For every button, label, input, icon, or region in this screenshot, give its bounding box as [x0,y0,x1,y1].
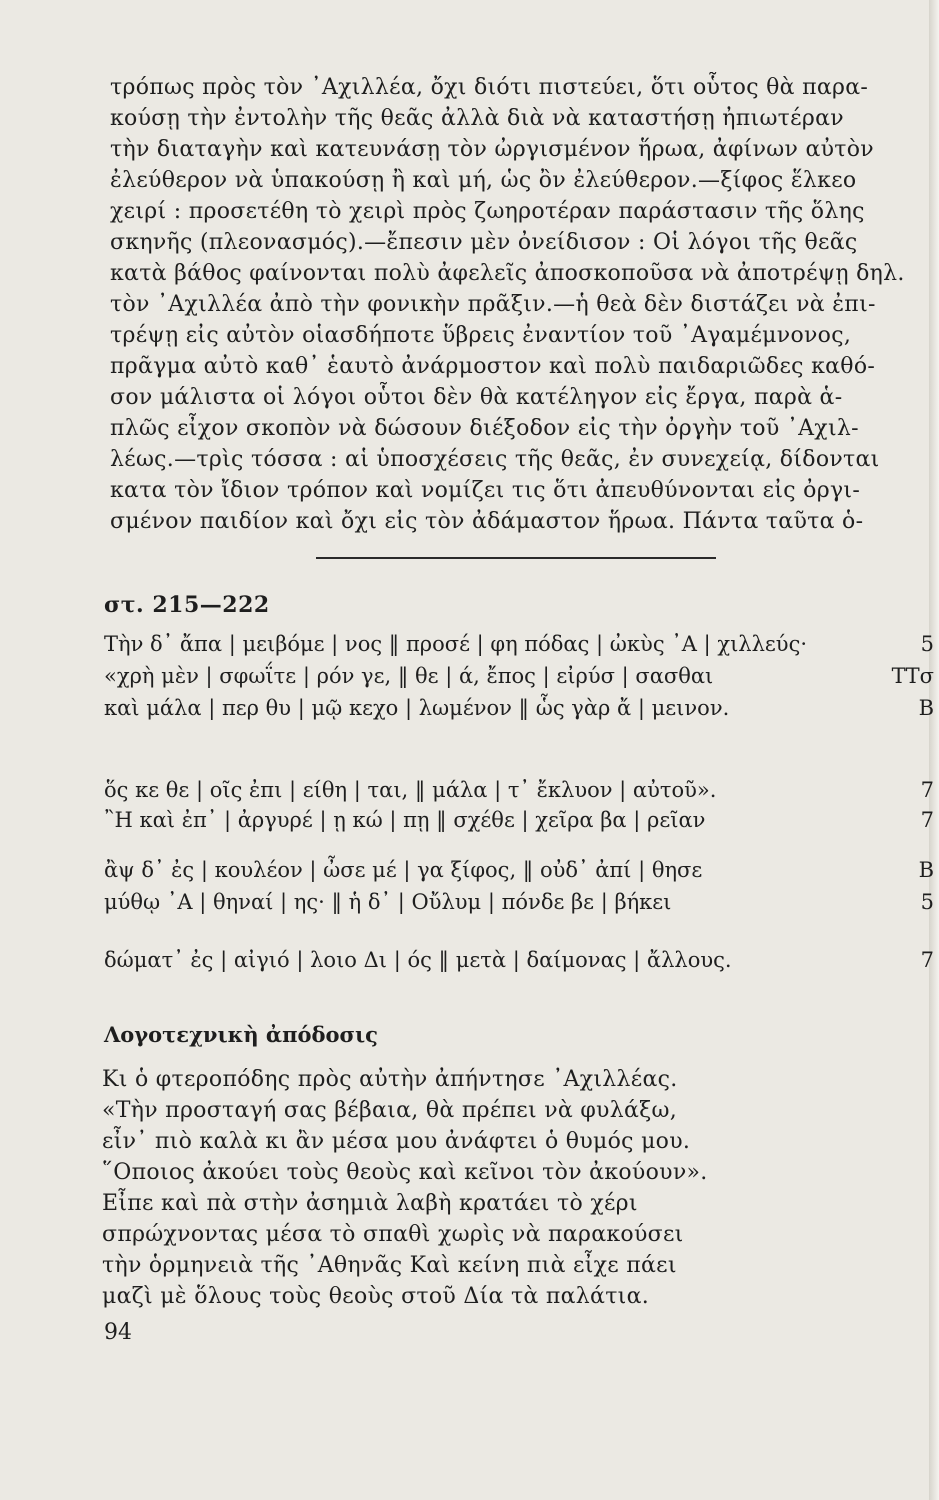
page-edge-shadow [929,0,939,1500]
meter-group-3 [104,808,934,840]
meter-line-mark: 5 [920,890,934,914]
meter-line-mark: 7 [920,948,934,972]
commentary-line: τρόπως πρὸς τὸν ᾽Αχιλλέα, ὄχι διότι πιστεύει, ὅτι οὗτος θὰ παρα- [110,75,869,100]
meter-line-text: δώματ᾽ ἐς | αἰγιό | λοιο Δι | ός ‖ μετὰ | δαίμονας | ἄλλους. [104,948,732,972]
commentary-line: κούσῃ τὴν ἐντολὴν τῆς θεᾶς ἀλλὰ διὰ νὰ καταστήσῃ ἠπιωτέραν [110,106,844,131]
meter-line-text: μύθῳ ᾽Α | θηναί | ης· ‖ ἡ δ᾽ | Οὔλυμ | πόνδε βε | βήκει [104,890,672,914]
meter-group-2 [104,778,934,810]
commentary-line: σκηνῆς (πλεονασμός).—ἔπεσιν μὲν ὀνείδισον : Οἱ λόγοι τῆς θεᾶς [110,230,858,255]
meter-line [104,808,934,840]
translation-line: εἶν᾽ πιὸ καλὰ κι ἂν μέσα μου ἀνάφτει ὁ θυμός μου. [102,1129,691,1154]
commentary-line: τὴν διαταγὴν καὶ κατευνάσῃ τὸν ὠργισμένον ἥρωα, ἀφίνων αὐτὸν [110,137,874,162]
meter-line-text: καὶ μάλα | περ θυ | μῷ κεχο | λωμένον ‖ ὧς γὰρ ἄ | μεινον. [104,696,730,720]
meter-line-mark: 7 [920,808,934,832]
commentary-line: τὸν ᾽Αχιλλέα ἀπὸ τὴν φονικὴν πρᾶξιν.—ἡ θεὰ δὲν διστάζει νὰ ἐπι- [110,292,876,317]
commentary-line: χειρί : προσετέθη τὸ χειρὶ πρὸς ζωηροτέραν παράστασιν τῆς ὅλης [110,199,865,224]
stanza-heading: στ. 215—222 [104,592,270,618]
meter-line [104,632,934,664]
meter-line [104,948,934,980]
commentary-line: πρᾶγμα αὐτὸ καθ᾽ ἑαυτὸ ἀνάρμοστον καὶ πολὺ παιδαριῶδες καθό- [110,354,876,379]
meter-line-text: Τὴν δ᾽ ἄπα | μειβόμε | νος ‖ προσέ | φη πόδας | ὠκὺς ᾽Α | χιλλεύς· [104,632,808,656]
meter-group-4 [104,858,934,922]
meter-line-mark: ΤΤσ [891,664,934,688]
meter-line [104,890,934,922]
translation-line: Κι ὁ φτεροπόδης πρὸς αὐτὴν ἀπήντησε ᾽Αχιλλέας. [102,1067,678,1092]
meter-group-1 [104,632,934,728]
meter-line-mark: Β [918,696,934,720]
commentary-paragraph [110,72,930,537]
translation-line: μαζὶ μὲ ὅλους τοὺς θεοὺς στοῦ Δία τὰ παλάτια. [102,1284,650,1309]
commentary-line: σμένον παιδίον καὶ ὄχι εἰς τὸν ἀδάμαστον ἥρωα. Πάντα ταῦτα ὁ- [110,509,864,534]
commentary-line: κατὰ βάθος φαίνονται πολὺ ἀφελεῖς ἀποσκοποῦσα νὰ ἀποτρέψῃ δηλ. [110,261,905,286]
meter-line-text: ῍Η καὶ ἐπ᾽ | ἀργυρέ | ῃ κώ | πῃ ‖ σχέθε | χεῖρα βα | ρεῖαν [104,808,706,832]
commentary-line: πλῶς εἶχον σκοπὸν νὰ δώσουν διέξοδον εἰς τὴν ὀργὴν τοῦ ᾽Αχιλ- [110,416,859,441]
meter-line-text: ἂψ δ᾽ ἐς | κουλέον | ὦσε μέ | γα ξίφος, ‖ οὐδ᾽ ἀπί | θησε [104,858,703,882]
section-divider [316,557,716,559]
meter-group-5 [104,948,934,980]
meter-line-text: ὅς κε θε | οῖς ἐπι | είθη | ται, ‖ μάλα | τ᾽ ἔκλυον | αὐτοῦ». [104,778,717,802]
meter-line [104,696,934,728]
translation-line: σπρώχνοντας μέσα τὸ σπαθὶ χωρὶς νὰ παρακούσει [102,1222,684,1247]
meter-line-mark: 7 [920,778,934,802]
translation-verse [102,1064,708,1312]
meter-line [104,858,934,890]
commentary-line: τρέψῃ εἰς αὐτὸν οἱασδήποτε ὕβρεις ἐναντίον τοῦ ᾽Αγαμέμνονος, [110,323,852,348]
translation-line: τὴν ὁρμηνειὰ τῆς ᾽Αθηνᾶς Καὶ κείνη πιὰ εἶχε πάει [102,1253,677,1278]
page-number: 94 [104,1320,132,1345]
commentary-line: κατα τὸν ἴδιον τρόπον καὶ νομίζει τις ὅτι ἀπευθύνονται εἰς ὀργι- [110,478,861,503]
translation-line: «Τὴν προσταγή σας βέβαια, θὰ πρέπει νὰ φυλάξω, [102,1098,678,1123]
section-title: Λογοτεχνικὴ ἀπόδοσις [104,1022,378,1047]
translation-line: ῞Οποιος ἀκούει τοὺς θεοὺς καὶ κεῖνοι τὸν ἀκούουν». [102,1160,708,1185]
meter-line-text: «χρὴ μὲν | σφωΐτε | ρόν γε, ‖ θε | ά, ἔπος | εἰρύσ | σασθαι [104,664,714,688]
commentary-line: σον μάλιστα οἱ λόγοι οὗτοι δὲν θὰ κατέληγον εἰς ἔργα, παρὰ ἁ- [110,385,843,410]
commentary-line: ἐλεύθερον νὰ ὑπακούσῃ ἢ καὶ μή, ὡς ὂν ἐλεύθερον.—ξίφος ἕλκεο [110,168,857,193]
commentary-line: λέως.—τρὶς τόσσα : αἱ ὑποσχέσεις τῆς θεᾶς, ἐν συνεχείᾳ, δίδονται [110,447,880,472]
meter-line [104,778,934,810]
translation-line: Εἶπε καὶ πὰ στὴν ἀσημιὰ λαβὴ κρατάει τὸ χέρι [102,1191,638,1216]
meter-line-mark: Β [918,858,934,882]
meter-line [104,664,934,696]
meter-line-mark: 5 [920,632,934,656]
